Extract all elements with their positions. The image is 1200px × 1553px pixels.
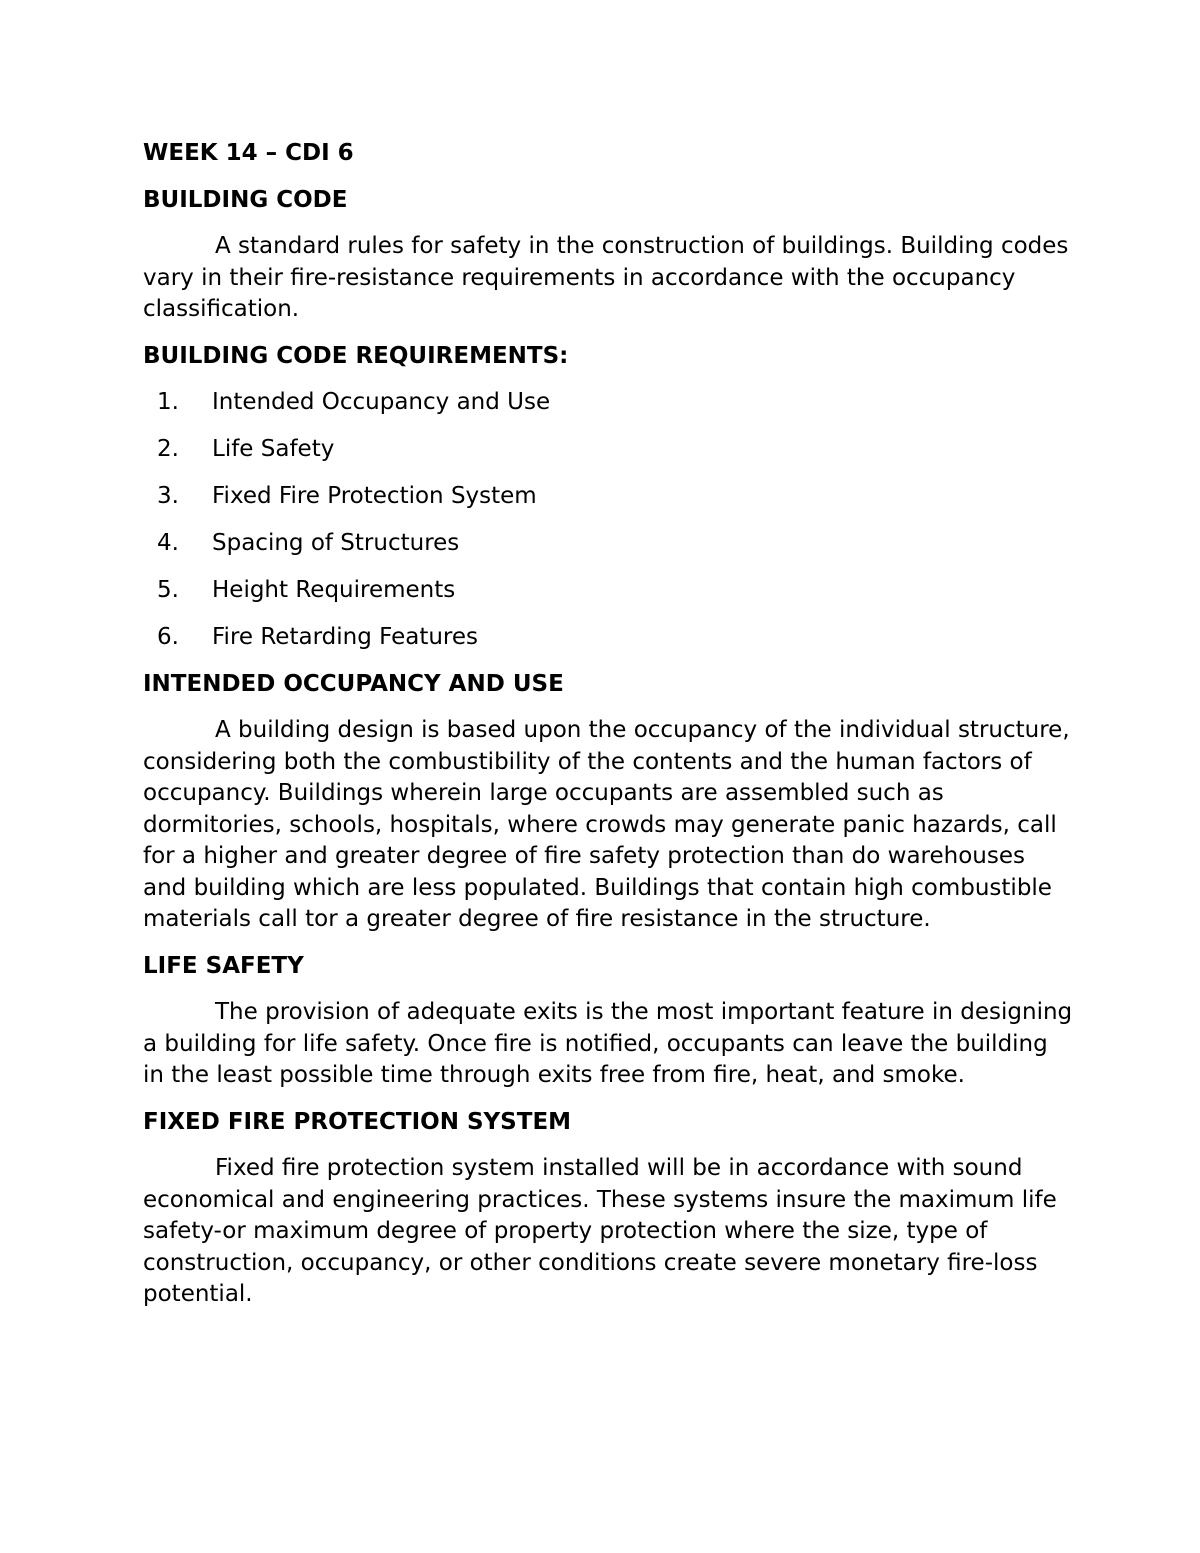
list-item-number: 6. — [157, 624, 179, 650]
paragraph-fixed-fire-protection: Fixed fire protection system installed will be in accordance with sound economical and engineering practices. These systems insure the maximum life safety-or maximum degree of property protection where the size, type of construction, occupancy, or other conditions create severe monetary fire-loss potential. — [143, 1155, 1057, 1307]
list-item-text: Height Requirements — [212, 577, 456, 603]
list-item-number: 5. — [157, 577, 179, 603]
list-item-text: Spacing of Structures — [212, 530, 460, 556]
list-item — [143, 387, 1073, 419]
list-item-number: 1. — [157, 389, 179, 415]
list-item — [143, 481, 1073, 513]
list-item-text: Life Safety — [212, 436, 335, 462]
requirements-list — [143, 387, 1073, 654]
paragraph-intended-occupancy: A building design is based upon the occupancy of the individual structure, considering both the combustibility of the contents and the human factors of occupancy. Buildings wherein large occupants are assembled such as dormitories, schools, hospitals, where crowds may generate panic hazards, call for a higher and greater degree of fire safety protection than do warehouses and building which are less populated. Buildings that contain high combustible materials call tor a greater degree of fire resistance in the structure. — [143, 717, 1070, 932]
section-heading-intended-occupancy: INTENDED OCCUPANCY AND USE — [143, 670, 564, 697]
list-item — [143, 622, 1073, 654]
list-item — [143, 575, 1073, 607]
section-heading-requirements: BUILDING CODE REQUIREMENTS: — [143, 342, 569, 369]
list-item — [143, 434, 1073, 466]
list-item-number: 2. — [157, 436, 179, 462]
section-heading-fixed-fire-protection: FIXED FIRE PROTECTION SYSTEM — [143, 1108, 572, 1135]
list-item — [143, 528, 1073, 560]
document-title: WEEK 14 – CDI 6 — [143, 140, 354, 166]
list-item-number: 3. — [157, 483, 179, 509]
section-heading-life-safety: LIFE SAFETY — [143, 952, 304, 979]
list-item-text: Fixed Fire Protection System — [212, 483, 537, 509]
list-item-text: Fire Retarding Features — [212, 624, 478, 650]
paragraph-building-code: A standard rules for safety in the construction of buildings. Building codes vary in their fire-resistance requirements in accordance with the occupancy classification. — [143, 233, 1069, 322]
paragraph-life-safety: The provision of adequate exits is the most important feature in designing a building for life safety. Once fire is notified, occupants can leave the building in the least possible time through exits free from fire, heat, and smoke. — [143, 999, 1073, 1088]
section-heading-building-code: BUILDING CODE — [143, 186, 348, 213]
list-item-text: Intended Occupancy and Use — [212, 389, 551, 415]
list-item-number: 4. — [157, 530, 179, 556]
document-body — [143, 138, 1073, 1326]
